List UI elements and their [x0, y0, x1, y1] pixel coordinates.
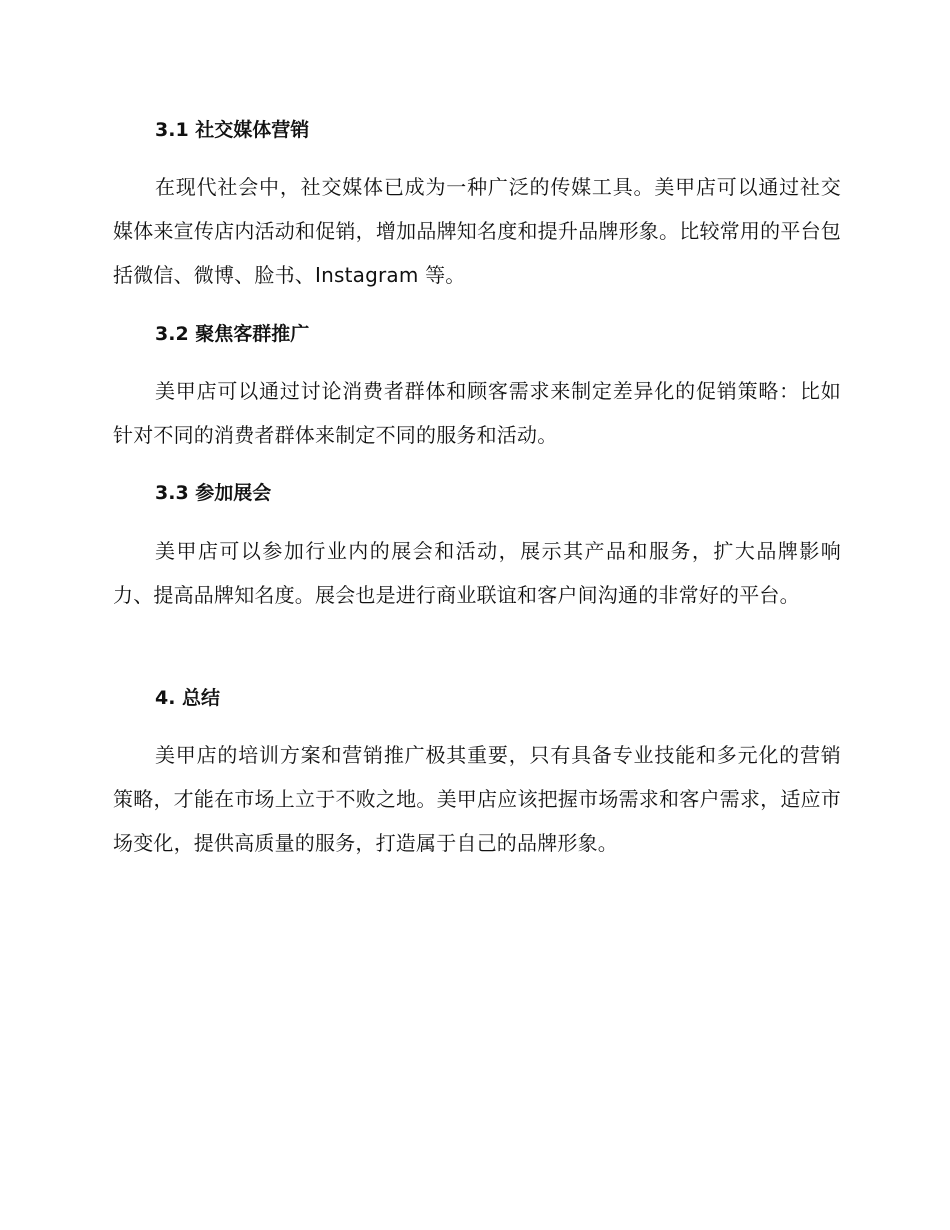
section-body-social-media: 在现代社会中，社交媒体已成为一种广泛的传媒工具。美甲店可以通过社交媒体来宣传店内活动和促销，增加品牌知名度和提升品牌形象。比较常用的平台包括微信、微博、脸书、Instagram 等。 — [113, 175, 841, 287]
section-heading-exhibitions: 3.3 参加展会 — [155, 482, 272, 504]
section-heading-social-media: 3.1 社交媒体营销 — [155, 119, 310, 141]
section-body-summary: 美甲店的培训方案和营销推广极其重要，只有具备专业技能和多元化的营销策略，才能在市场上立于不败之地。美甲店应该把握市场需求和客户需求，适应市场变化，提供高质量的服务，打造属于自己的品牌形象。 — [113, 743, 841, 855]
section-heading-summary: 4. 总结 — [155, 687, 221, 709]
section-heading-target-audience: 3.2 聚焦客群推广 — [155, 323, 310, 345]
section-body-target-audience: 美甲店可以通过讨论消费者群体和顾客需求来制定差异化的促销策略：比如针对不同的消费者群体来制定不同的服务和活动。 — [113, 379, 841, 447]
section-body-exhibitions: 美甲店可以参加行业内的展会和活动，展示其产品和服务，扩大品牌影响力、提高品牌知名度。展会也是进行商业联谊和客户间沟通的非常好的平台。 — [113, 539, 841, 607]
